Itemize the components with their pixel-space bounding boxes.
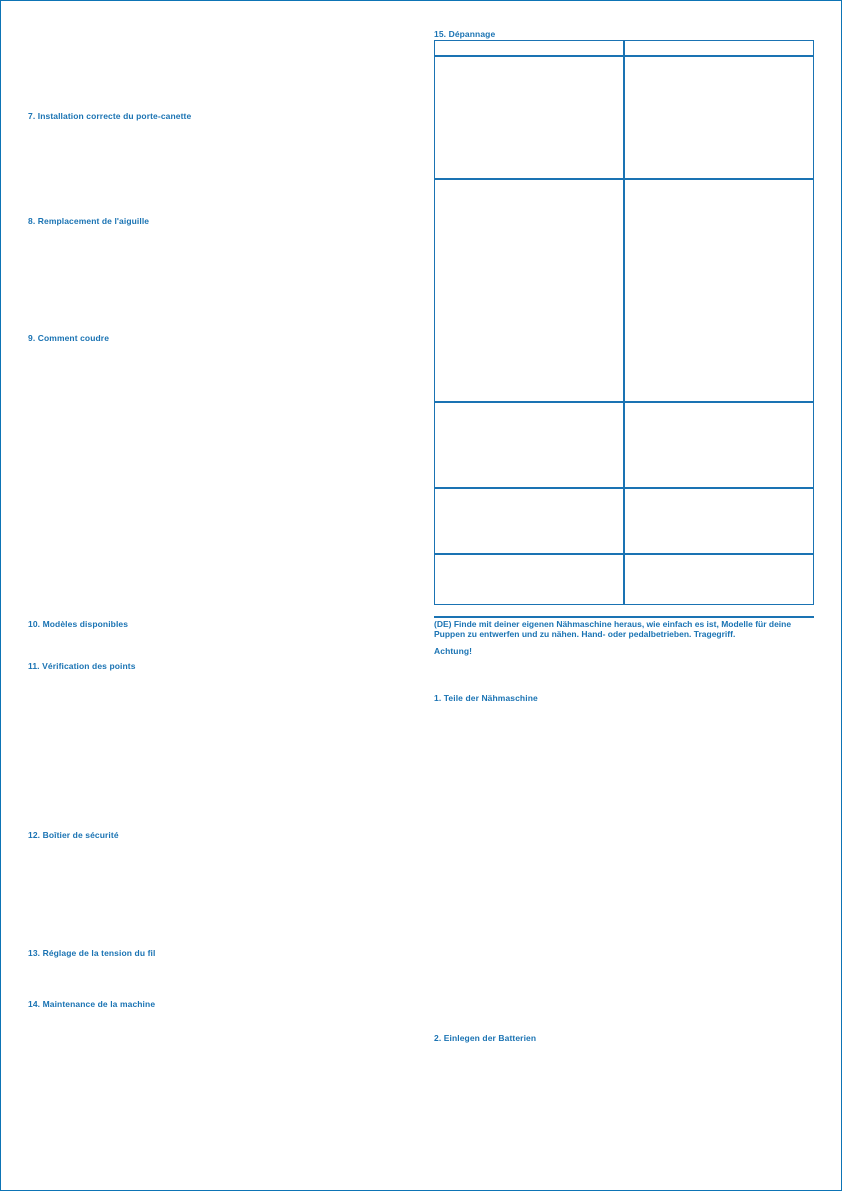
heading-how-to-sew: 9. Comment coudre xyxy=(28,333,110,343)
heading-machine-maintenance: 14. Maintenance de la machine xyxy=(28,999,156,1009)
table-row-rule xyxy=(435,553,813,555)
heading-thread-tension: 13. Réglage de la tension du fil xyxy=(28,948,156,958)
heading-safety-box: 12. Boîtier de sécurité xyxy=(28,830,119,840)
heading-bobbin-case: 7. Installation correcte du porte-canette xyxy=(28,111,192,121)
table-column-divider xyxy=(623,41,625,604)
german-intro-paragraph: (DE) Finde mit deiner eigenen Nähmaschine heraus, wie einfach es ist, Modelle für deine Puppen zu entwerfen und zu nähen. Hand- oder pedalbetrieben. Tragegriff. xyxy=(434,619,792,639)
table-row-rule xyxy=(435,178,813,180)
heading-insert-batteries: 2. Einlegen der Batterien xyxy=(434,1033,537,1043)
table-row-rule xyxy=(435,401,813,403)
heading-needle-replacement: 8. Remplacement de l'aiguille xyxy=(28,216,150,226)
heading-stitch-check: 11. Vérification des points xyxy=(28,661,136,671)
heading-warning: Achtung! xyxy=(434,646,473,656)
section-separator xyxy=(434,616,814,618)
troubleshooting-table xyxy=(434,40,814,605)
table-row-rule xyxy=(435,487,813,489)
table-header-rule xyxy=(435,55,813,57)
heading-machine-parts: 1. Teile der Nähmaschine xyxy=(434,693,538,703)
heading-troubleshooting: 15. Dépannage xyxy=(434,29,496,39)
heading-available-patterns: 10. Modèles disponibles xyxy=(28,619,129,629)
